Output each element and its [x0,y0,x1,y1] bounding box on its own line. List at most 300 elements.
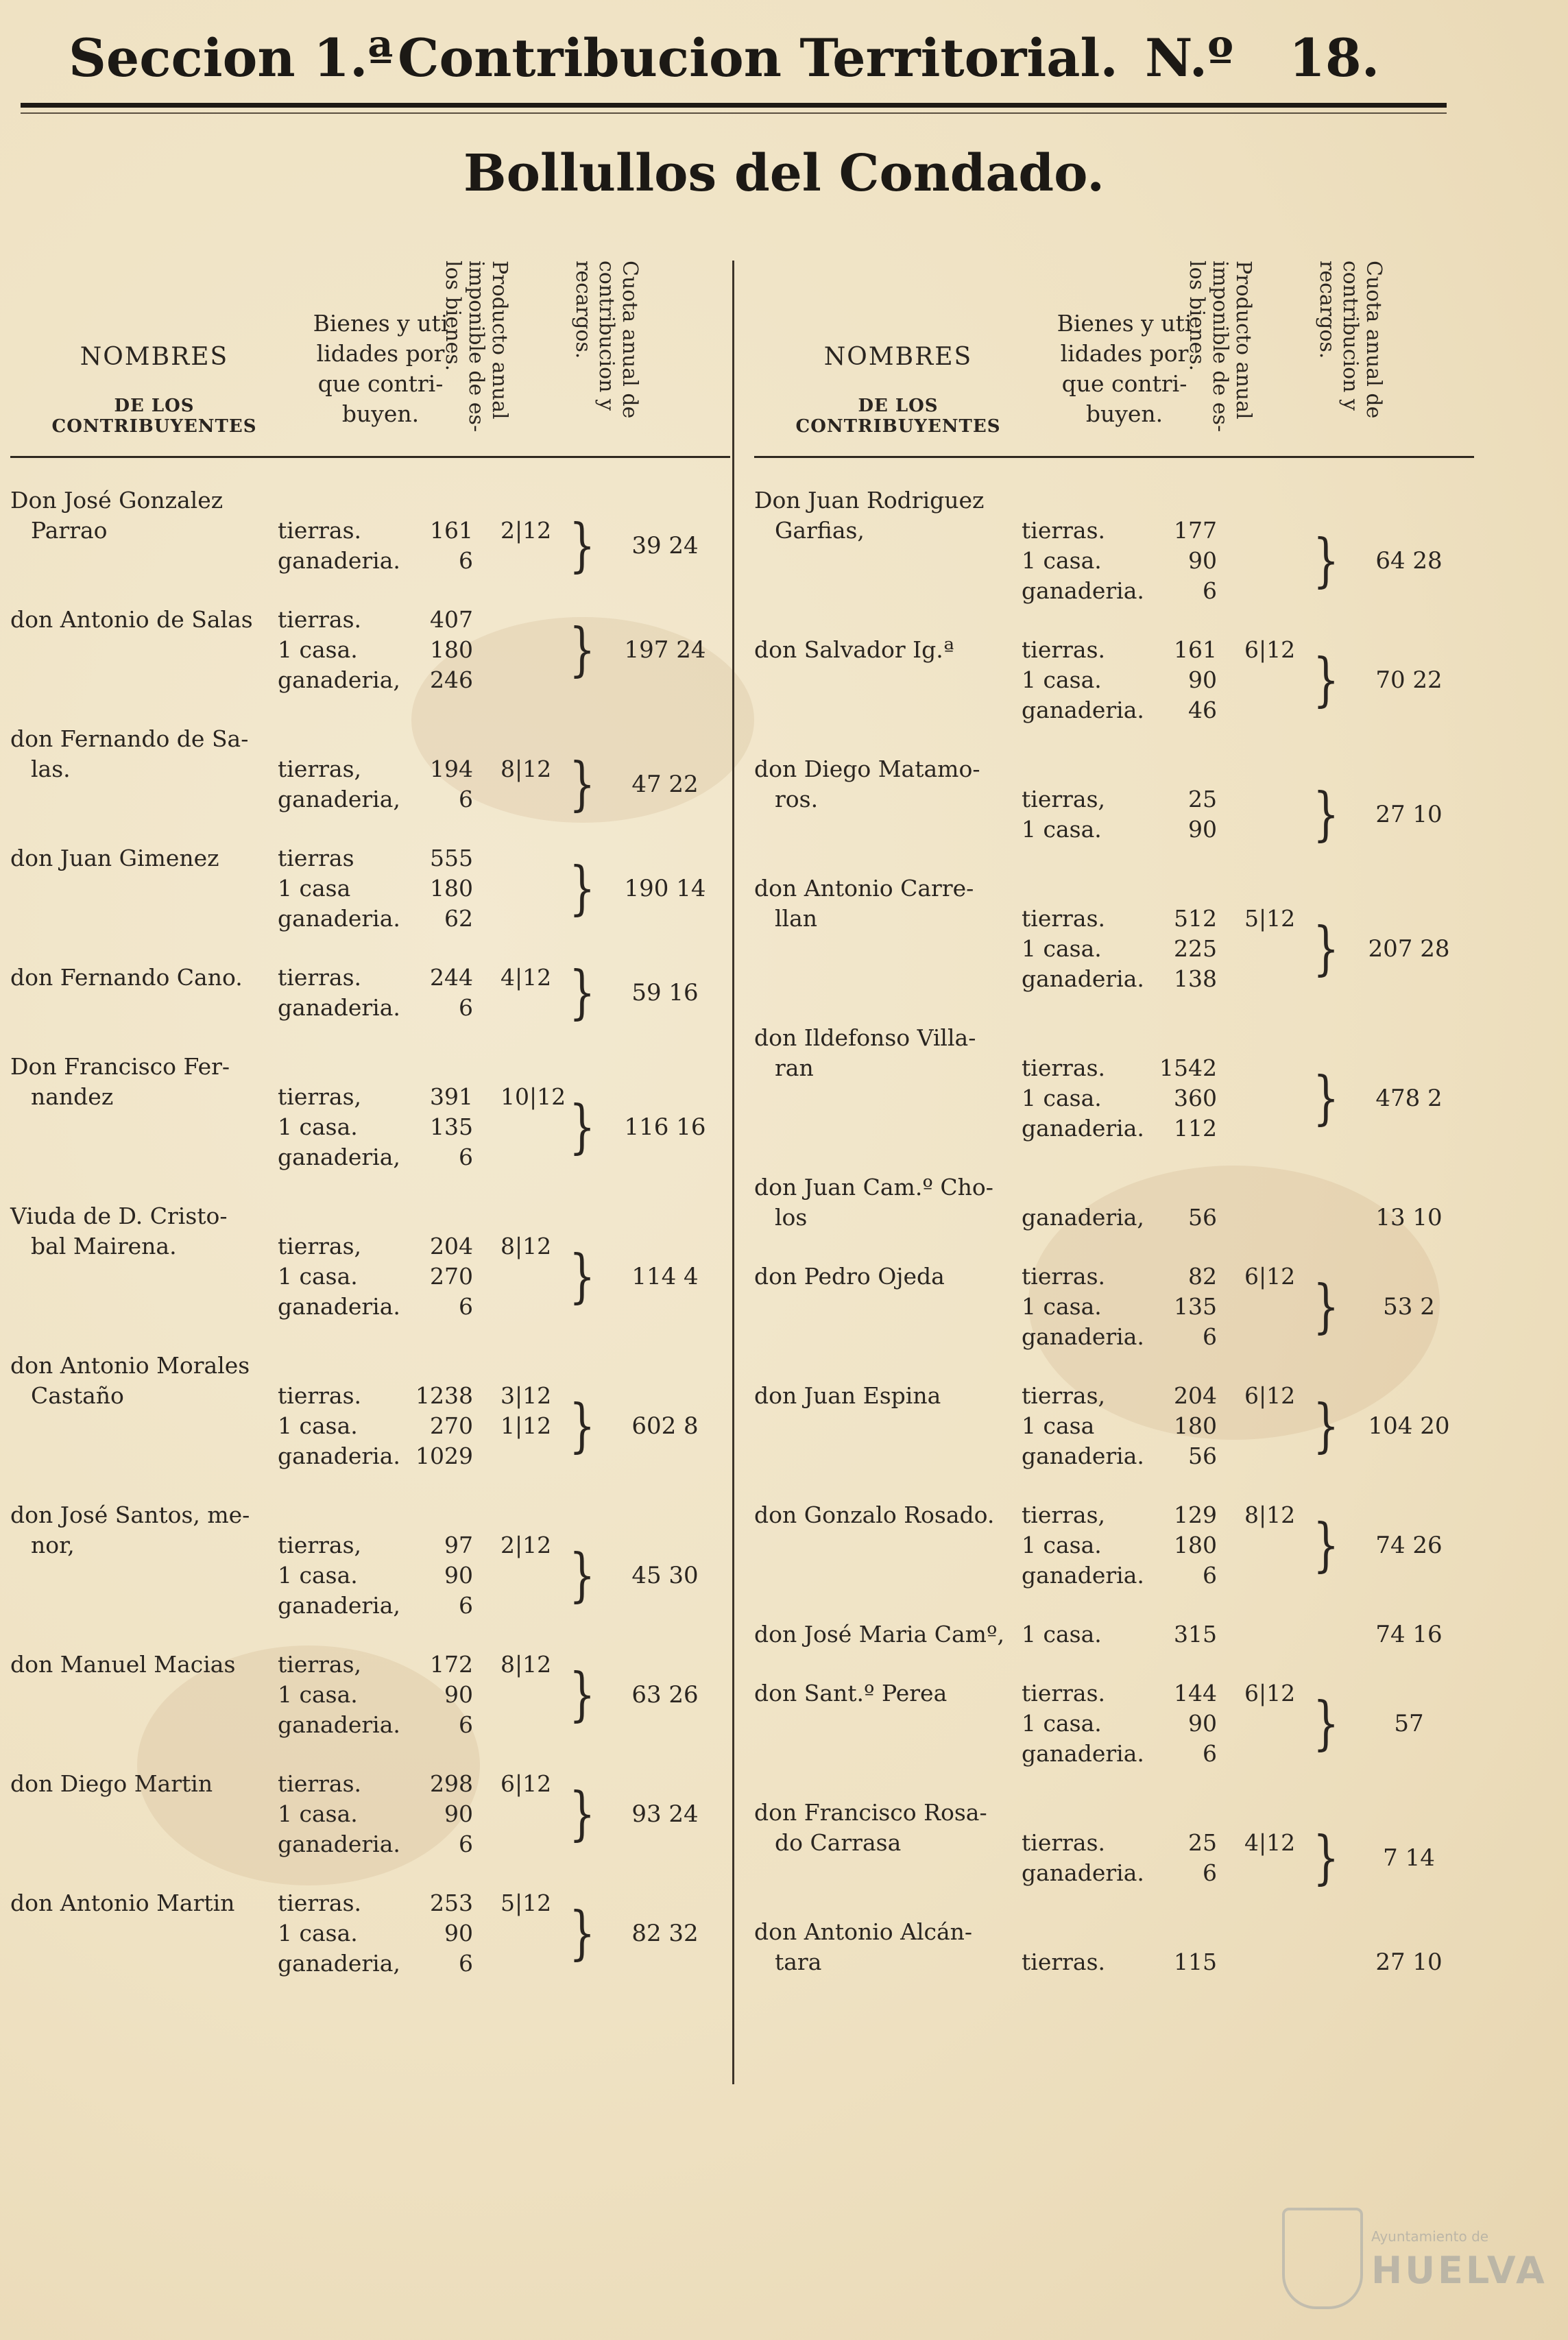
contributor-name-line: don Sant.º Perea [754,1680,948,1706]
right-column [754,261,1474,2006]
contributor-name-line: don Fernando de Sa- [10,725,249,752]
property-label: tierras, [278,1083,361,1110]
property-items [267,751,610,818]
names-header-top: NOMBRES [80,343,229,371]
property-items [1011,1381,1354,1471]
brace-mark: } [1313,1273,1340,1340]
property-items [267,1530,610,1621]
property-items [267,1231,610,1322]
property-value: 90 [444,1800,473,1827]
property-item [267,1680,610,1710]
cuota-value: 114 4 [631,1263,699,1290]
brace-mark: } [1313,781,1340,848]
contributor-name-line: Viuda de D. Cristo- [10,1203,228,1229]
contributor-name-line: bal Mairena. [31,1233,177,1259]
property-label: tierras. [1022,1680,1105,1706]
contributor-name-line: don Juan Gimenez [10,845,219,871]
property-item [267,963,610,993]
property-value: 270 [430,1263,473,1290]
property-items [1011,1053,1354,1144]
property-value: 129 [1174,1501,1217,1528]
page-number: 18. [1289,27,1380,88]
property-item [1011,1113,1354,1144]
contributor-entry [754,1678,1474,1769]
property-item [267,1082,610,1112]
property-value: 555 [430,845,473,871]
cuota-value: 63 26 [631,1681,699,1709]
property-label: ganaderia. [278,994,400,1021]
contributor-name [754,1619,1042,1650]
property-item [1011,934,1354,964]
property-items [1011,516,1354,606]
property-item [1011,1292,1354,1322]
contributor-name-line: don Diego Martin [10,1770,213,1797]
cuota-value: 7 14 [1383,1844,1435,1872]
property-item [1011,665,1354,695]
property-label: 1 casa. [278,1412,358,1439]
contributor-entry [10,1052,730,1172]
property-item [1011,1381,1354,1411]
property-value: 315 [1174,1621,1217,1648]
property-label: 1 casa. [1022,816,1102,843]
property-items [1011,904,1354,994]
property-label: 1 casa. [1022,1710,1102,1737]
property-item [267,1591,610,1621]
property-label: ganaderia, [278,1592,400,1619]
property-label: 1 casa. [1022,1532,1102,1558]
property-items [1011,1203,1354,1233]
property-item [267,1292,610,1322]
contributor-name-line: las. [31,756,71,782]
property-items [267,1650,610,1740]
property-item [267,784,610,815]
bienes-header-line: que contri- [1061,370,1187,397]
property-label: ganaderia, [278,1950,400,1977]
property-value: 6 [1203,1323,1217,1350]
property-label: 1 casa [278,875,351,902]
contributor-name-line: don Francisco Rosa- [754,1799,987,1826]
cuota-header: Cuota anual de contribucion y recargos. [1315,261,1386,419]
product-fraction: 6|12 [1244,636,1296,663]
property-item [267,1112,610,1142]
property-item [267,1888,610,1918]
property-item [267,1441,610,1471]
stamp-line2: HUELVA [1371,2249,1547,2292]
property-label: 1 casa [1022,1412,1095,1439]
contributor-entry [10,1650,730,1740]
property-item [1011,1828,1354,1858]
property-item [1011,784,1354,815]
property-label: ganaderia. [1022,1859,1144,1886]
product-fraction: 5|12 [500,1890,552,1916]
property-value: 177 [1174,517,1217,544]
brace-mark: } [1313,527,1340,594]
contributor-entry [754,1381,1474,1471]
contributor-name [754,485,1042,546]
property-value: 90 [1188,1710,1217,1737]
bienes-header-line: lidades por [1060,340,1189,367]
contributor-name-line: don Pedro Ojeda [754,1263,945,1290]
property-value: 6 [459,1831,473,1857]
property-value: 46 [1188,697,1217,723]
contributor-name [10,1052,298,1112]
property-value: 407 [430,606,473,633]
property-value: 6 [459,1950,473,1977]
number-label: N.º [1145,27,1234,88]
property-item [1011,1500,1354,1530]
property-label: ganaderia, [278,666,400,693]
property-value: 144 [1174,1680,1217,1706]
property-items [1011,781,1354,848]
contributor-name [10,1769,298,1799]
names-header-top: NOMBRES [823,343,973,371]
property-label: ganaderia. [1022,1323,1144,1350]
stamp-line1: Ayuntamiento de [1371,2228,1489,2245]
cuota-value: 64 28 [1375,547,1443,575]
property-label: ganaderia. [278,905,400,932]
contributor-entry [10,843,730,934]
property-item [1011,1262,1354,1292]
contributor-name [10,724,298,784]
brace-mark: } [569,1392,596,1460]
column-divider [732,261,734,2084]
brace-mark: } [1313,1824,1340,1892]
property-value: 1238 [415,1382,473,1409]
property-value: 90 [1188,816,1217,843]
property-item [1011,1322,1354,1352]
property-label: 1 casa. [278,1113,358,1140]
property-items [267,512,610,579]
property-label: tierras. [278,964,361,991]
property-label: tierras, [278,756,361,782]
property-item [1011,1441,1354,1471]
property-item [267,635,610,665]
property-item [267,1769,610,1799]
contributor-name [754,1023,1042,1083]
cuota-value: 82 32 [631,1920,699,1947]
property-value: 90 [444,1920,473,1946]
property-item [267,1262,610,1292]
contributor-entry [10,485,730,579]
property-label: tierras, [278,1651,361,1678]
contributor-entry [10,959,730,1026]
property-value: 180 [1174,1412,1217,1439]
contributor-name-line: do Carrasa [775,1829,902,1856]
entries [10,458,730,2007]
product-fraction: 2|12 [500,1532,552,1558]
property-value: 56 [1188,1204,1217,1231]
property-items [267,1888,610,1979]
cuota-value: 57 [1394,1710,1424,1737]
brace-mark: } [1313,647,1340,714]
property-item [267,873,610,904]
property-item [267,993,610,1023]
product-fraction: 6|12 [1244,1680,1296,1706]
contributor-name-line: Don José Gonzalez [10,487,224,514]
bienes-header-line: buyen. [1085,400,1163,427]
contributor-name-line: don Antonio Alcán- [754,1918,973,1945]
property-value: 135 [1174,1293,1217,1320]
cuota-value: 45 30 [631,1562,699,1589]
names-header [10,343,298,437]
property-value: 90 [444,1681,473,1708]
cuota-value: 39 24 [631,532,699,559]
property-item [1011,1053,1354,1083]
property-label: ganaderia, [278,786,400,812]
contributor-name [10,963,298,993]
product-fraction: 5|12 [1244,905,1296,932]
contributor-entry [10,1500,730,1621]
property-value: 6 [459,994,473,1021]
property-value: 6 [1203,577,1217,604]
brace-mark: } [1313,1690,1340,1757]
producto-header: Producto anual imponible de es- los bienes. [1185,261,1255,433]
property-item [267,516,610,546]
property-value: 161 [430,517,473,544]
property-items [267,959,610,1026]
contributor-entry [754,1917,1474,1977]
property-label: 1 casa. [278,1562,358,1589]
property-label: ganaderia. [1022,1115,1144,1142]
property-items [1011,1500,1354,1591]
product-fraction: 1|12 [500,1412,552,1439]
cuota-value: 190 14 [624,875,706,902]
brace-mark: } [569,512,596,579]
property-value: 6 [459,1144,473,1170]
property-label: 1 casa. [278,1263,358,1290]
cuota-value: 74 26 [1375,1532,1443,1559]
property-item [267,605,610,635]
brace-mark: } [569,1542,596,1609]
property-value: 253 [430,1890,473,1916]
property-value: 6 [459,1293,473,1320]
contributor-name-line: nandez [31,1083,114,1110]
contributor-name [754,1917,1042,1977]
contributor-name-line: don Salvador Ig.ª [754,636,954,663]
property-label: ganaderia. [1022,577,1144,604]
product-fraction: 4|12 [500,964,552,991]
contributor-name [754,1262,1042,1292]
contributor-name-line: ran [775,1054,814,1081]
brace-mark: } [569,616,596,684]
property-items [267,1381,610,1471]
property-label: tierras, [278,1233,361,1259]
property-label: 1 casa. [1022,1293,1102,1320]
property-value: 90 [444,1562,473,1589]
property-label: 1 casa. [278,1681,358,1708]
cuota-value: 27 10 [1375,1949,1443,1976]
bienes-header-line: Bienes y uti [1057,310,1192,337]
property-item [267,1231,610,1262]
property-value: 194 [430,756,473,782]
cuota-header: Cuota anual de contribucion y recargos. [571,261,642,419]
property-item [267,1710,610,1740]
property-item [267,1918,610,1949]
property-item [267,1949,610,1979]
left-column [10,261,730,2007]
contributor-name [754,1798,1042,1858]
property-label: tierras. [1022,905,1105,932]
bienes-header [1042,309,1207,429]
bienes-header-line: buyen. [341,400,420,427]
names-header [754,343,1042,437]
property-label: 1 casa. [1022,1621,1102,1648]
property-items [267,605,610,695]
cuota-value: 59 16 [631,979,699,1006]
property-value: 56 [1188,1443,1217,1469]
property-label: tierras, [278,1532,361,1558]
property-item [1011,635,1354,665]
property-item [1011,1083,1354,1113]
brace-mark: } [569,1900,596,1967]
property-item [267,1411,610,1441]
property-label: ganaderia. [1022,1443,1144,1469]
property-label: tierras. [1022,1829,1105,1856]
contributor-entry [10,724,730,818]
property-value: 115 [1174,1949,1217,1975]
property-label: 1 casa. [1022,547,1102,574]
property-item [267,1829,610,1859]
contributor-name-line: Garfias, [775,517,865,544]
property-value: 1029 [415,1443,473,1469]
property-value: 270 [430,1412,473,1439]
property-label: ganaderia. [1022,1562,1144,1589]
product-fraction: 8|12 [500,1651,552,1678]
property-label: tierras, [1022,1501,1105,1528]
contributor-entry [10,605,730,695]
property-label: 1 casa. [1022,935,1102,962]
property-item [267,1650,610,1680]
property-label: 1 casa. [1022,1085,1102,1111]
contributor-name [10,1650,298,1680]
property-label: ganaderia. [1022,697,1144,723]
property-value: 6 [459,547,473,574]
property-label: ganaderia. [1022,965,1144,992]
contributor-entry [10,1201,730,1322]
property-label: tierras. [278,606,361,633]
property-value: 6 [459,1592,473,1619]
property-label: ganaderia, [278,1144,400,1170]
property-item [1011,964,1354,994]
property-items [1011,1262,1354,1352]
property-item [1011,695,1354,725]
property-item [267,1560,610,1591]
property-value: 512 [1174,905,1217,932]
property-label: tierras [278,845,354,871]
contributor-name [10,605,298,635]
property-value: 180 [430,636,473,663]
names-header-bottom: DE LOS CONTRIBUYENTES [51,396,257,437]
cuota-value: 13 10 [1375,1204,1443,1231]
property-items [1011,1678,1354,1769]
bienes-header-line: que contri- [317,370,444,397]
product-fraction: 10|12 [500,1083,566,1110]
property-value: 6 [1203,1562,1217,1589]
property-value: 391 [430,1083,473,1110]
contributor-name-line: llan [775,905,818,932]
property-label: ganaderia. [278,547,400,574]
contributor-name-line: don Diego Matamo- [754,756,980,782]
property-value: 6 [1203,1740,1217,1767]
contributor-entry [754,635,1474,725]
product-fraction: 3|12 [500,1382,552,1409]
property-item [267,904,610,934]
property-item [1011,1411,1354,1441]
brace-mark: } [569,751,596,818]
archive-stamp [1282,2201,1547,2311]
cuota-value: 116 16 [624,1113,706,1141]
table-header [754,261,1474,458]
contributor-entry [754,873,1474,994]
section-label: Seccion 1.ª [69,27,394,88]
property-item [267,754,610,784]
property-item [1011,546,1354,576]
contributor-entry [754,1172,1474,1233]
property-value: 161 [1174,636,1217,663]
property-value: 180 [1174,1532,1217,1558]
product-fraction: 8|12 [500,1233,552,1259]
property-items [267,1082,610,1172]
property-value: 25 [1188,786,1217,812]
cuota-value: 47 22 [631,771,699,798]
table-header [10,261,730,458]
property-value: 6 [1203,1859,1217,1886]
product-fraction: 8|12 [500,756,552,782]
brace-mark: } [569,1243,596,1310]
property-label: tierras. [1022,1949,1105,1975]
property-label: 1 casa. [278,1800,358,1827]
contributor-name-line: ros. [775,786,819,812]
property-item [267,1530,610,1560]
property-value: 204 [1174,1382,1217,1409]
bienes-header [298,309,463,429]
product-fraction: 6|12 [500,1770,552,1797]
contributor-name [10,1351,298,1411]
contributor-name-line: don Gonzalo Rosado. [754,1501,995,1528]
contributor-name-line: nor, [31,1532,75,1558]
property-label: ganaderia. [278,1711,400,1738]
brace-mark: } [569,855,596,922]
contributor-name-line: don Antonio de Salas [10,606,253,633]
contributor-name-line: los [775,1204,808,1231]
contributor-entry [10,1888,730,1979]
contributor-name-line: don Antonio Carre- [754,875,974,902]
property-value: 360 [1174,1085,1217,1111]
property-item [1011,1739,1354,1769]
entries [754,458,1474,2006]
property-items [267,1769,610,1859]
property-item [1011,1203,1354,1233]
property-item [267,665,610,695]
contributor-name [10,1201,298,1262]
contributor-entry [10,1351,730,1471]
contributor-name-line: don Juan Cam.º Cho- [754,1174,993,1201]
property-label: tierras. [1022,517,1105,544]
property-value: 6 [459,786,473,812]
contributor-name [10,843,298,873]
contributor-name-line: don Ildefonso Villa- [754,1024,976,1051]
property-item [1011,1678,1354,1709]
brace-mark: } [569,1661,596,1728]
contributor-entry [754,485,1474,606]
contributor-name-line: don José Maria Camº, [754,1621,1004,1648]
producto-header: Producto anual imponible de es- los bienes. [441,261,511,433]
property-item [1011,904,1354,934]
property-item [267,1799,610,1829]
property-value: 1542 [1159,1054,1217,1081]
property-value: 244 [430,964,473,991]
property-label: 1 casa. [278,1920,358,1946]
